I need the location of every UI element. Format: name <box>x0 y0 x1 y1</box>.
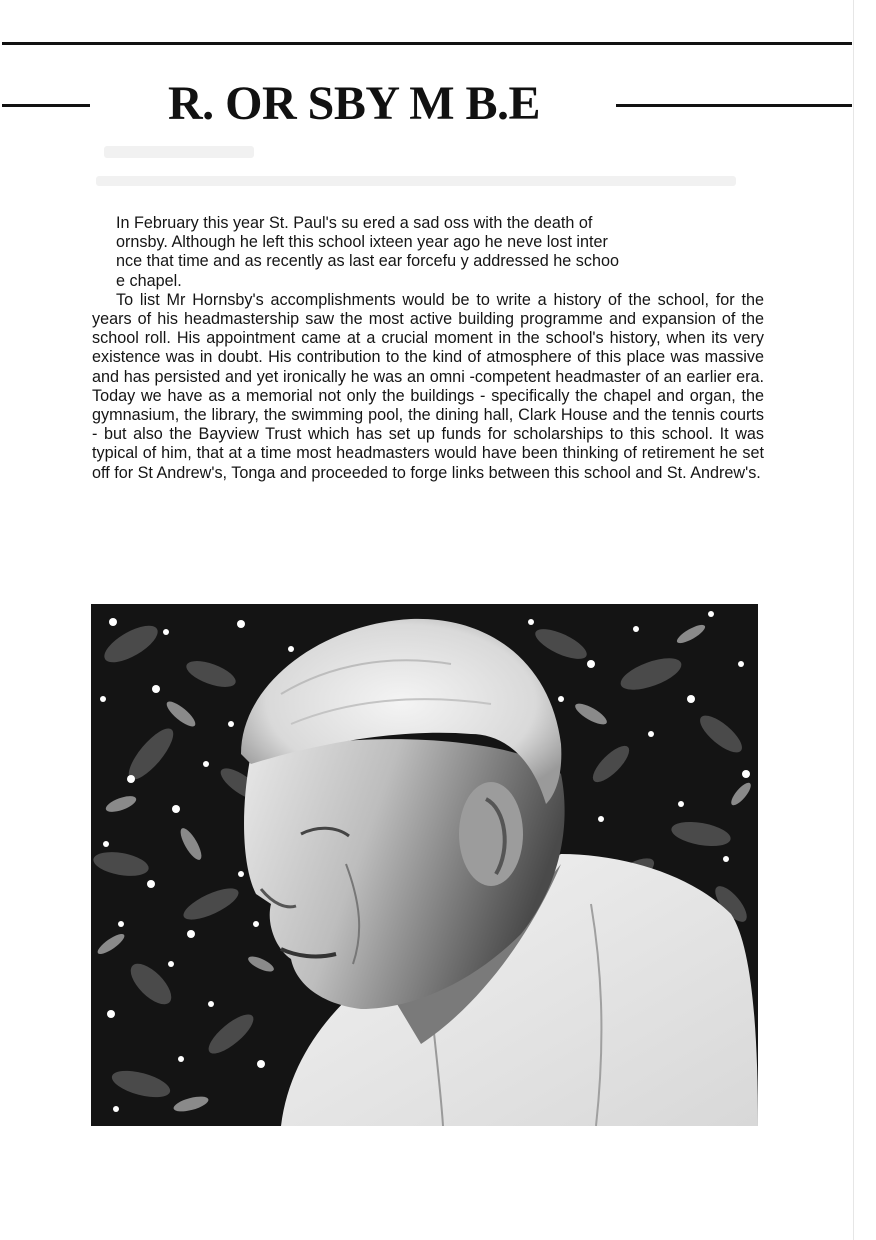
paragraph-line: ornsby. Although he left this school ixteen year ago he neve lost inter <box>116 233 608 252</box>
article-title: R. OR SBY M B.E <box>167 77 541 130</box>
article-paragraph-2: To list Mr Hornsby's accomplishments would be to write a history of the school, for the years of his headmastership saw the most active building programme and expansion of the school roll. His appointment came at a crucial moment in the school's history, when its very existence was in doubt. His contribution to the kind of atmosphere of this place was massive and has persisted and yet ironically he was an omni -competent headmaster of an earlier era. Today we have as a memorial not only the buildings - specifically the chapel and organ, the gymnasium, the library, the swimming pool, the dining hall, Clark House and the tennis courts - but also the Bayview Trust which has set up funds for scholarships to this school. It was typical of him, that at a time most headmasters would have been thinking of retirement he set off for St Andrew's, Tonga and proceeded to forge links between this school and St. Andrew's. <box>92 290 764 482</box>
paragraph-line: In February this year St. Paul's su ered a sad oss with the death of <box>116 214 593 232</box>
page-edge <box>853 0 854 1240</box>
paragraph-line: nce that time and as recently as last ear forcefu y addressed he schoo <box>116 252 619 271</box>
portrait-image <box>91 604 758 1126</box>
portrait-photo <box>91 604 758 1126</box>
faded-show-through-text <box>104 146 254 158</box>
title-rule-left <box>2 104 90 107</box>
title-rule-right <box>616 104 852 107</box>
faded-show-through-text <box>96 176 736 186</box>
paragraph-line: e chapel. <box>116 271 182 290</box>
article-body <box>92 214 764 574</box>
top-rule <box>2 42 852 45</box>
article-paragraph-1 <box>92 214 764 291</box>
